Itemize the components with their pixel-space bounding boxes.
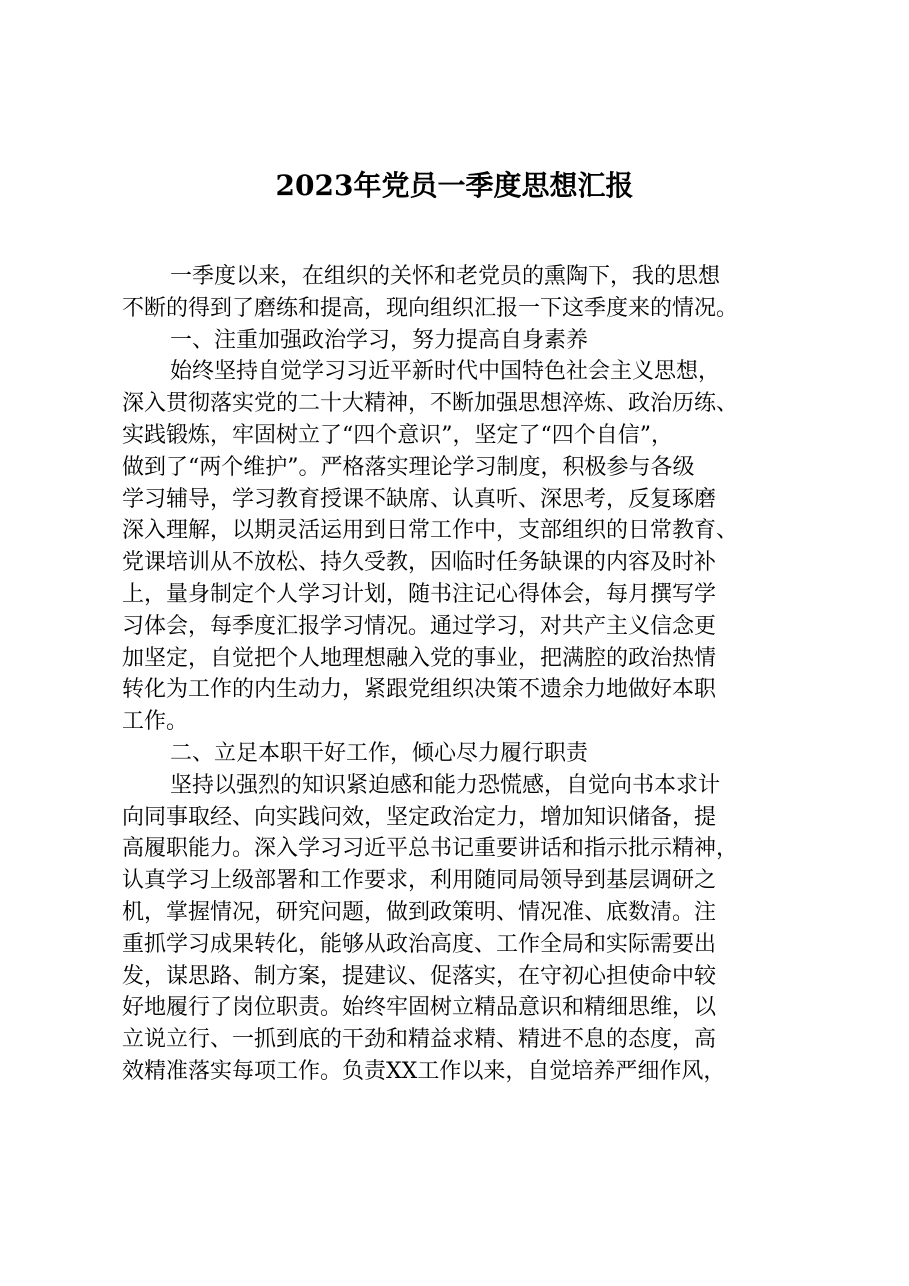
body-line: 认真学习上级部署和工作要求，利用随同局领导到基层调研之 xyxy=(122,868,717,894)
body-line: 坚持以强烈的知识紧迫感和能力恐慌感，自觉向书本求计 xyxy=(170,772,721,798)
body-line: 机，掌握情况，研究问题，做到政策明、情况准、底数清。注 xyxy=(122,899,717,925)
body-line: 效精准落实每项工作。负责XX工作以来，自觉培养严细作风， xyxy=(122,1058,726,1084)
body-line: 始终坚持自觉学习习近平新时代中国特色社会主义思想， xyxy=(170,359,721,385)
body-line: 一季度以来，在组织的关怀和老党员的熏陶下，我的思想 xyxy=(170,264,721,289)
body-line: 重抓学习成果转化，能够从政治高度、工作全局和实际需要出 xyxy=(122,931,717,957)
body-line: 学习辅导，学习教育授课不缺席、认真听、深思考，反复琢磨 xyxy=(122,486,717,512)
body-line: 不断的得到了磨练和提高，现向组织汇报一下这季度来的情况。 xyxy=(122,295,739,321)
body-line: 好地履行了岗位职责。始终牢固树立精品意识和精细思维，以 xyxy=(122,995,717,1021)
body-line: 转化为工作的内生动力，紧跟党组织决策不遗余力地做好本职 xyxy=(122,677,717,703)
body-line: 深入贯彻落实党的二十大精神，不断加强思想淬炼、政治历练、 xyxy=(122,391,739,417)
body-line: 立说立行、一抓到底的干劲和精益求精、精进不息的态度，高 xyxy=(122,1027,717,1053)
body-line: 高履职能力。深入学习习近平总书记重要讲话和指示批示精神， xyxy=(122,836,739,862)
section-heading: 二、立足本职干好工作，倾心尽力履行职责 xyxy=(170,740,589,766)
body-line: 实践锻炼，牢固树立了“四个意识”，坚定了“四个自信”， xyxy=(122,422,673,448)
document-title: 2023年党员一季度思想汇报 xyxy=(275,169,634,202)
body-line: 党课培训从不放松、持久受教，因临时任务缺课的内容及时补 xyxy=(122,550,717,576)
body-line: 加坚定，自觉把个人地理想融入党的事业，把满腔的政治热情 xyxy=(122,645,717,671)
body-line: 上，量身制定个人学习计划，随书注记心得体会，每月撰写学 xyxy=(122,581,717,607)
body-line: 做到了“两个维护”。严格落实理论学习制度，积极参与各级 xyxy=(122,454,695,480)
body-line: 工作。 xyxy=(122,709,189,735)
body-line: 习体会，每季度汇报学习情况。通过学习，对共产主义信念更 xyxy=(122,613,717,639)
document-body xyxy=(122,261,802,1088)
section-heading: 一、注重加强政治学习，努力提高自身素养 xyxy=(170,327,589,353)
body-line: 深入理解，以期灵活运用到日常工作中，支部组织的日常教育、 xyxy=(122,518,739,544)
body-line: 向同事取经、向实践问效，坚定政治定力，增加知识储备，提 xyxy=(122,804,717,830)
body-line: 发，谋思路、制方案，提建议、促落实，在守初心担使命中较 xyxy=(122,963,717,989)
